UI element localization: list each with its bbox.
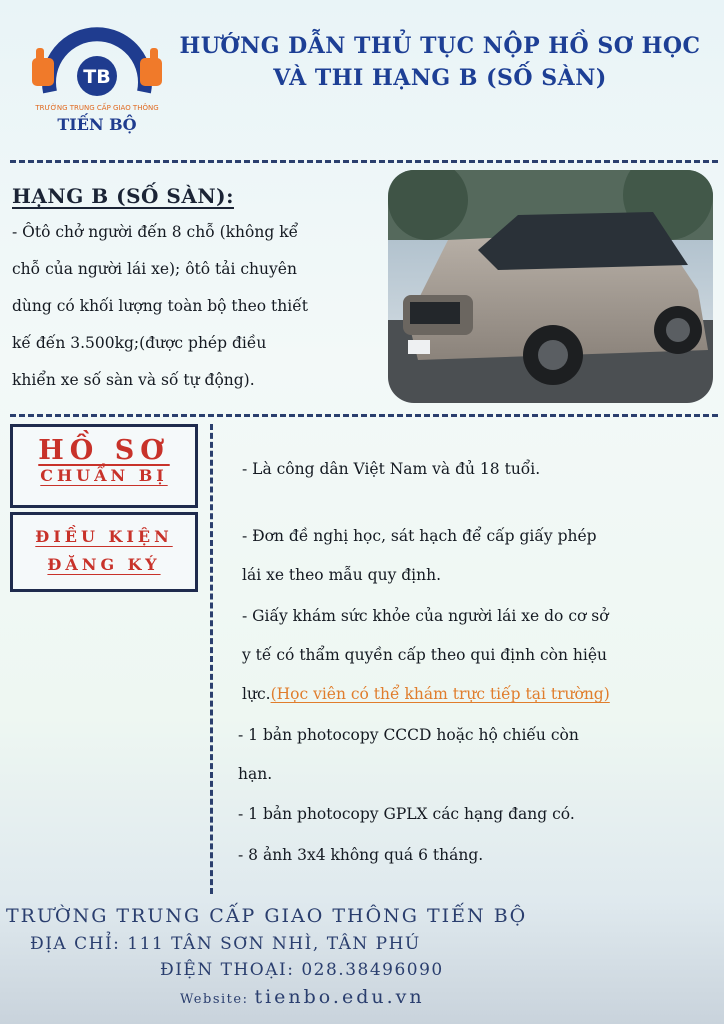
car-photo bbox=[388, 170, 713, 403]
tab-dang-ky-label: ĐĂNG KÝ bbox=[47, 555, 161, 574]
requirement-health-check-cont: y tế có thẩm quyền cấp theo qui định còn hiệu bbox=[242, 646, 608, 664]
hang-b-line: khiển xe số sàn và số tự động). bbox=[12, 371, 255, 389]
footer-address: ĐỊA CHỈ: 111 TÂN SƠN NHÌ, TÂN PHÚ bbox=[30, 934, 421, 954]
requirement-citizen: - Là công dân Việt Nam và đủ 18 tuổi. bbox=[242, 460, 541, 478]
logo-arc-text: TRƯỜNG TRUNG CẤP GIAO THÔNG bbox=[35, 104, 159, 112]
hang-b-line: chỗ của người lái xe); ôtô tải chuyên bbox=[12, 260, 297, 278]
requirement-license-copy: - 1 bản photocopy GPLX các hạng đang có. bbox=[238, 805, 575, 823]
divider-middle bbox=[10, 414, 718, 417]
requirement-application-cont: lái xe theo mẫu quy định. bbox=[242, 566, 442, 584]
tab-dieu-kien-label: ĐIỀU KIỆN bbox=[35, 527, 173, 546]
title-line-2: VÀ THI HẠNG B (SỐ SÀN) bbox=[273, 65, 607, 91]
divider-top bbox=[10, 160, 718, 163]
logo-name: TIẾN BỘ bbox=[57, 115, 137, 134]
school-logo bbox=[28, 18, 166, 136]
website-link[interactable]: tienbo.edu.vn bbox=[254, 986, 425, 1008]
requirement-health-check-end bbox=[242, 675, 610, 713]
footer-school-name: TRƯỜNG TRUNG CẤP GIAO THÔNG TIẾN BỘ bbox=[6, 905, 528, 927]
hang-b-description bbox=[12, 214, 382, 399]
requirement-health-check: - Giấy khám sức khỏe của người lái xe do cơ sở bbox=[242, 607, 609, 625]
footer-website-label: Website: bbox=[180, 992, 249, 1007]
requirement-application: - Đơn đề nghị học, sát hạch để cấp giấy phép bbox=[242, 527, 597, 545]
requirement-health-check-tail: lực. bbox=[242, 685, 271, 703]
title-line-1: HƯỚNG DẪN THỦ TỤC NỘP HỒ SƠ HỌC bbox=[179, 33, 701, 59]
footer-phone: ĐIỆN THOẠI: 028.38496090 bbox=[160, 960, 444, 980]
divider-vertical bbox=[210, 424, 213, 894]
tab-ho-so-chuan-bi[interactable] bbox=[10, 424, 198, 508]
logo-initials: TB bbox=[83, 66, 111, 88]
tab-ho-so-label: HỒ SƠ bbox=[38, 435, 170, 466]
health-check-note-link[interactable]: (Học viên có thể khám trực tiếp tại trường) bbox=[270, 685, 610, 703]
requirement-photos: - 8 ảnh 3x4 không quá 6 tháng. bbox=[238, 846, 484, 864]
hang-b-heading: HẠNG B (SỐ SÀN): bbox=[12, 184, 234, 208]
requirement-id-copy-cont: hạn. bbox=[238, 765, 273, 783]
hang-b-line: dùng có khối lượng toàn bộ theo thiết bbox=[12, 297, 308, 315]
tab-chuan-bi-label: CHUẨN BỊ bbox=[40, 466, 168, 485]
tab-dieu-kien-dang-ky[interactable] bbox=[10, 512, 198, 592]
footer-website bbox=[180, 986, 425, 1008]
requirement-id-copy: - 1 bản photocopy CCCD hoặc hộ chiếu còn bbox=[238, 726, 579, 744]
page-title bbox=[170, 30, 710, 94]
hang-b-line: - Ôtô chở người đến 8 chỗ (không kể bbox=[12, 223, 299, 241]
hang-b-line: kế đến 3.500kg;(được phép điều bbox=[12, 334, 267, 352]
